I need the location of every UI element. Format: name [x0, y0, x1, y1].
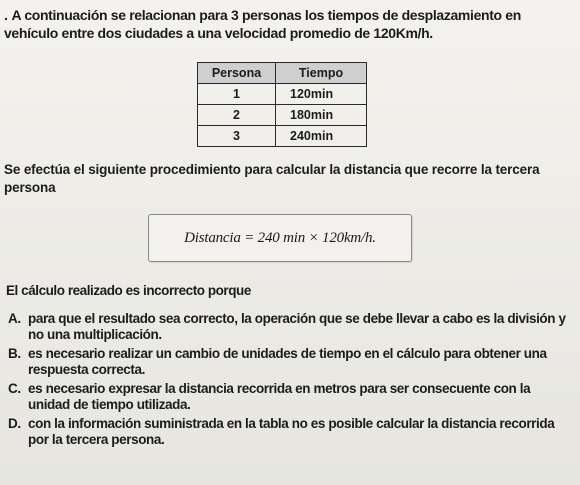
option-d[interactable] [8, 416, 574, 448]
header-tiempo: Tiempo [276, 63, 367, 84]
intro-bullet: . [4, 7, 8, 23]
option-a[interactable] [8, 311, 574, 343]
header-persona: Persona [198, 63, 276, 84]
option-text: es necesario expresar la distancia recorrida en metros para ser consecuente con la unidad de tiempo utilizada. [28, 381, 531, 412]
travel-time-table [197, 62, 367, 147]
option-b[interactable] [8, 346, 574, 378]
table-cell-tiempo: 180min [276, 105, 367, 126]
option-letter: D. [8, 416, 21, 431]
table-row [198, 126, 367, 147]
table-cell-tiempo: 240min [276, 126, 367, 147]
table-cell-tiempo: 120min [276, 84, 367, 105]
option-text: para que el resultado sea correcto, la operación que se debe llevar a cabo es la división y no una multiplicación. [28, 311, 566, 342]
table-row [198, 105, 367, 126]
option-text: con la información suministrada en la tabla no es posible calcular la distancia recorrida por la tercera persona. [28, 416, 555, 447]
table-header-row [198, 63, 367, 84]
option-letter: A. [8, 311, 21, 326]
procedure-paragraph: Se efectúa el siguiente procedimiento para calcular la distancia que recorre la tercera persona [4, 162, 540, 195]
option-letter: B. [8, 346, 21, 361]
intro-paragraph [4, 6, 564, 42]
table-cell-persona: 2 [198, 105, 276, 126]
formula-text: Distancia = 240 min × 120km/h. [184, 229, 376, 246]
option-text: es necesario realizar un cambio de unidades de tiempo en el cálculo para obtener una respuesta correcta. [28, 346, 547, 377]
question-stem: El cálculo realizado es incorrecto porque [6, 283, 251, 298]
formula-box [148, 214, 412, 262]
table-row [198, 84, 367, 105]
answer-options [8, 311, 574, 451]
option-c[interactable] [8, 381, 574, 413]
option-letter: C. [8, 381, 21, 396]
table-cell-persona: 1 [198, 84, 276, 105]
intro-text: A continuación se relacionan para 3 personas los tiempos de desplazamiento en vehículo entre dos ciudades a una velocidad promedio de 120Km/h. [4, 7, 521, 41]
table-cell-persona: 3 [198, 126, 276, 147]
